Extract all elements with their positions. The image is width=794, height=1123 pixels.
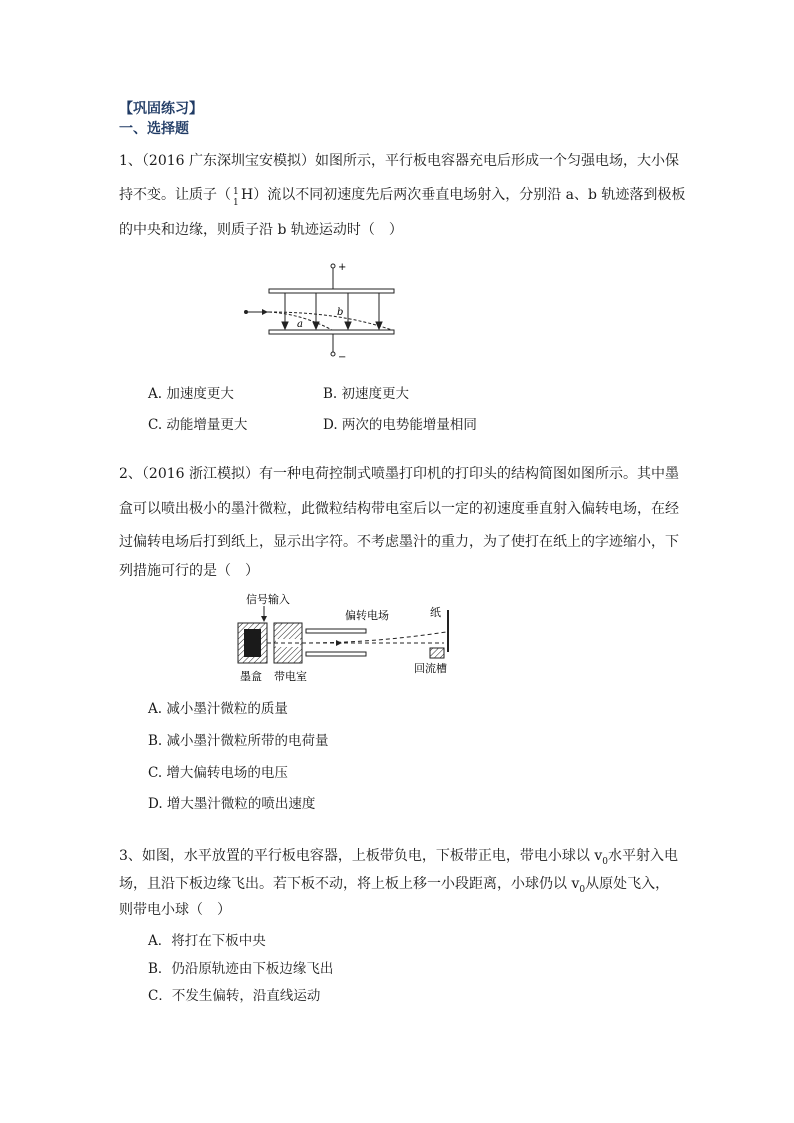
deflect-plate-bottom (306, 652, 366, 656)
label-b: b (337, 307, 344, 318)
q2-option-a: A. 减小墨汁微粒的质量 (148, 701, 288, 717)
ink-box-label: 墨盒 (240, 670, 262, 683)
q3-option-a: A．将打在下板中央 (148, 933, 266, 949)
q2-option-b: B. 减小墨汁微粒所带的电荷量 (148, 733, 329, 749)
q2-line3: 过偏转电场后打到纸上，显示出字符。不考虑墨汁的重力，为了使打在纸上的字迹缩小，下 (119, 534, 679, 550)
q3-line2: 场，且沿下板边缘飞出。若下板不动，将上板上移一小段距离，小球仍以 $v_0$从原处飞入， (119, 876, 670, 895)
section-title: 【巩固练习】 (119, 101, 203, 117)
signal-input-label: 信号输入 (246, 593, 290, 606)
capacitor-figure (240, 258, 405, 364)
q3-line3: 则带电小球（ ） (119, 902, 231, 918)
q2-line4: 列措施可行的是（ ） (119, 563, 259, 579)
q1-option-d: D. 两次的电势能增量相同 (323, 417, 477, 433)
deflect-plate-top (306, 629, 366, 633)
q2-option-d: D. 增大墨汁微粒的喷出速度 (148, 796, 316, 812)
return-tank (430, 648, 444, 658)
q3-option-b: B．仍沿原轨迹由下板边缘飞出 (148, 961, 334, 977)
top-plate (269, 289, 394, 293)
q3-line1: 3、如图，水平放置的平行板电容器，上板带负电，下板带正电，带电小球以 $v_0$水平射入电 (119, 848, 678, 867)
plus-label: + (338, 262, 347, 273)
bottom-plate (269, 330, 394, 334)
q2-option-c: C. 增大偏转电场的电压 (148, 765, 288, 781)
label-a: a (297, 319, 303, 330)
q3-option-c: C．不发生偏转，沿直线运动 (148, 988, 321, 1004)
charge-room-label: 带电室 (274, 670, 307, 683)
printer-figure (234, 592, 466, 687)
nuclide-symbol: 1 1 (233, 187, 239, 208)
deflect-field-label: 偏转电场 (345, 609, 389, 622)
q2-line1: 2、（2016 浙江模拟）有一种电荷控制式喷墨打印机的打印头的结构简图如图所示。其中墨 (119, 466, 679, 482)
trajectory-b (269, 312, 392, 330)
section-subtitle: 一、选择题 (119, 121, 189, 137)
q1-option-b: B. 初速度更大 (323, 386, 410, 402)
q1-line3: 的中央和边缘，则质子沿 b 轨迹运动时（ ） (119, 222, 403, 238)
return-tank-label: 回流槽 (414, 662, 447, 675)
q1-option-a: A. 加速度更大 (148, 386, 234, 402)
q2-line2: 盒可以喷出极小的墨汁微粒，此微粒结构带电室后以一定的初速度垂直射入偏转电场，在经 (119, 501, 679, 517)
q1-option-c: C. 动能增量更大 (148, 417, 248, 433)
q1-line1: 1、（2016 广东深圳宝安模拟）如图所示，平行板电容器充电后形成一个匀强电场，大小保 (119, 153, 679, 169)
paper-label: 纸 (430, 606, 441, 619)
q1-line2: 持不变。让质子（ 1 1 H）流以不同初速度先后两次垂直电场射入，分别沿 a、b 轨迹落到极板 (119, 187, 686, 208)
minus-label: − (338, 352, 347, 363)
